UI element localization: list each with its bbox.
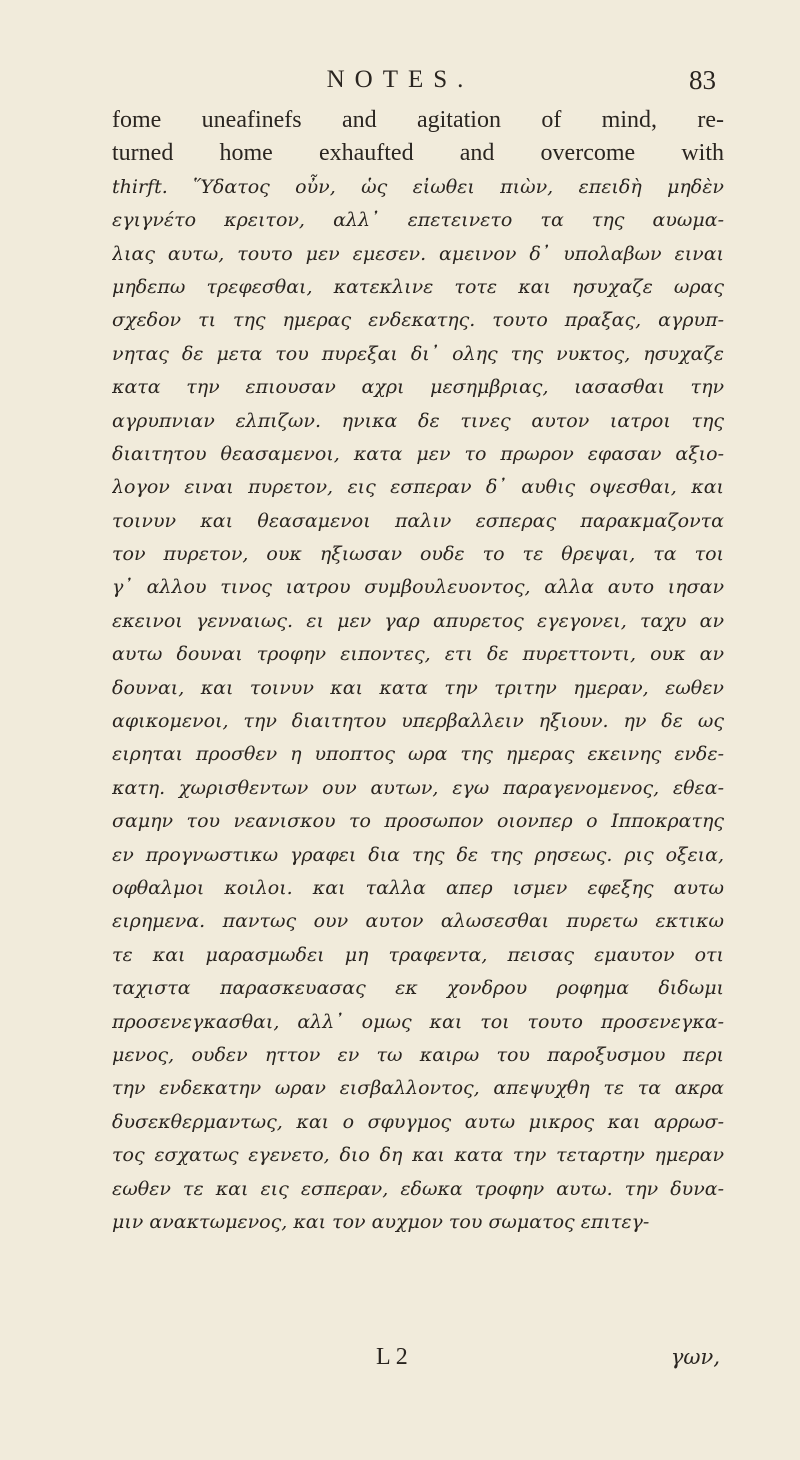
text-line: ειρημενα. παντως ουν αυτον αλωσεσθαι πυρετω εκτικω <box>112 910 724 933</box>
text-line: turned home exhaufted and overcome with <box>112 140 724 167</box>
running-head <box>0 60 800 100</box>
catchword: γων, <box>670 1345 720 1369</box>
text-line: κατα την επιουσαν αχρι μεσημβριας, ιασασθαι την <box>112 376 724 399</box>
text-line: αγρυπνιαν ελπιζων. ηνικα δε τινες αυτον ιατροι της <box>112 409 724 432</box>
signature-mark: L 2 <box>376 1344 408 1370</box>
text-line: μενος, ουδεν ηττον εν τω καιρω του παροξυσμου περι <box>112 1043 724 1066</box>
text-line: οφθαλμοι κοιλοι. και ταλλα απερ ισμεν εφεξης αυτω <box>112 876 724 899</box>
text-line: μιν ανακτωμενος, και τον αυχμον του σωματος επιτεγ- <box>112 1210 650 1233</box>
text-line: εκεινοι γενναιως. ει μεν γαρ απυρετος εγεγονει, ταχυ αν <box>112 609 724 632</box>
text-line: αφικομενοι, την διαιτητου υπερβαλλειν ηξιουν. ην δε ως <box>112 710 724 733</box>
text-line: τος εσχατως εγενετο, διο δη και κατα την τεταρτην ημεραν <box>112 1144 724 1167</box>
text-line: ταχιστα παρασκευασας εκ χονδρου ροφημα διδωμι <box>112 977 724 1000</box>
text-line: κατη. χωρισθεντων ουν αυτων, εγω παραγενομενος, εθεα- <box>112 776 724 799</box>
text-line: γ᾽ αλλου τινος ιατρου συμβουλευοντος, αλλα αυτο ιησαν <box>112 576 724 599</box>
text-line: αυτω δουναι τροφην ειποντες, ετι δε πυρεττοντι, ουκ αν <box>112 643 724 666</box>
text-line: διαιτητου θεασαμενοι, κατα μεν το πρωρον εφασαν αξιο- <box>112 442 724 465</box>
text-line: fome uneafinefs and agitation of mind, re- <box>112 107 724 133</box>
body-text <box>112 104 724 1239</box>
text-line: σχεδον τι της ημερας ενδεκατης. τουτο πραξας, αγρυπ- <box>112 309 724 332</box>
text-line: εγιγνέτο κρειτον, αλλ᾽ επετεινετο τα της αυωμα- <box>112 209 724 232</box>
text-line: τοινυν και θεασαμενοι παλιν εσπερας παρακμαζοντα <box>112 509 724 532</box>
text-line: δουναι, και τοινυν και κατα την τριτην ημεραν, εωθεν <box>112 676 724 699</box>
text-line: την ενδεκατην ωραν εισβαλλοντος, απεψυχθη τε τα ακρα <box>112 1077 724 1100</box>
text-line: εωθεν τε και εις εσπεραν, εδωκα τροφην αυτω. την δυνα- <box>112 1177 724 1200</box>
text-line: τε και μαρασμωδει μη τραφεντα, πεισας εμαυτον οτι <box>112 943 724 966</box>
text-line: λογον ειναι πυρετον, εις εσπεραν δ᾽ αυθις οψεσθαι, και <box>112 476 724 499</box>
text-line: προσενεγκασθαι, αλλ᾽ ομως και τοι τουτο προσενεγκα- <box>112 1010 724 1033</box>
text-line: δυσεκθερμαντως, και ο σφυγμος αυτω μικρος και αρρωσ- <box>112 1110 724 1133</box>
text-line: τον πυρετον, ουκ ηξιωσαν ουδε το τε θρεψαι, τα τοι <box>112 543 724 566</box>
text-line: λιας αυτω, τουτο μεν εμεσεν. αμεινον δ᾽ υπολαβων ειναι <box>112 242 724 265</box>
text-line: εν προγνωστικω γραφει δια της δε της ρησεως. ρις οξεια, <box>112 843 724 866</box>
page-number: 83 <box>689 65 716 95</box>
text-line: νητας δε μετα του πυρεξαι δι᾽ ολης της νυκτος, ησυχαζε <box>112 342 724 365</box>
text-line: ειρηται προσθεν η υποπτος ωρα της ημερας εκεινης ενδε- <box>112 743 724 766</box>
text-line: μηδεπω τρεφεσθαι, κατεκλινε τοτε και ησυχαζε ωρας <box>112 275 724 298</box>
text-line: σαμην του νεανισκου το προσωπον οιονπερ ο Ιπποκρατης <box>112 810 724 833</box>
running-title: NOTES. <box>326 66 474 93</box>
text-line: thirft. Ὕδατος οὖν, ὡς εἰωθει πιὼν, επειδὴ μηδὲν <box>112 175 724 198</box>
